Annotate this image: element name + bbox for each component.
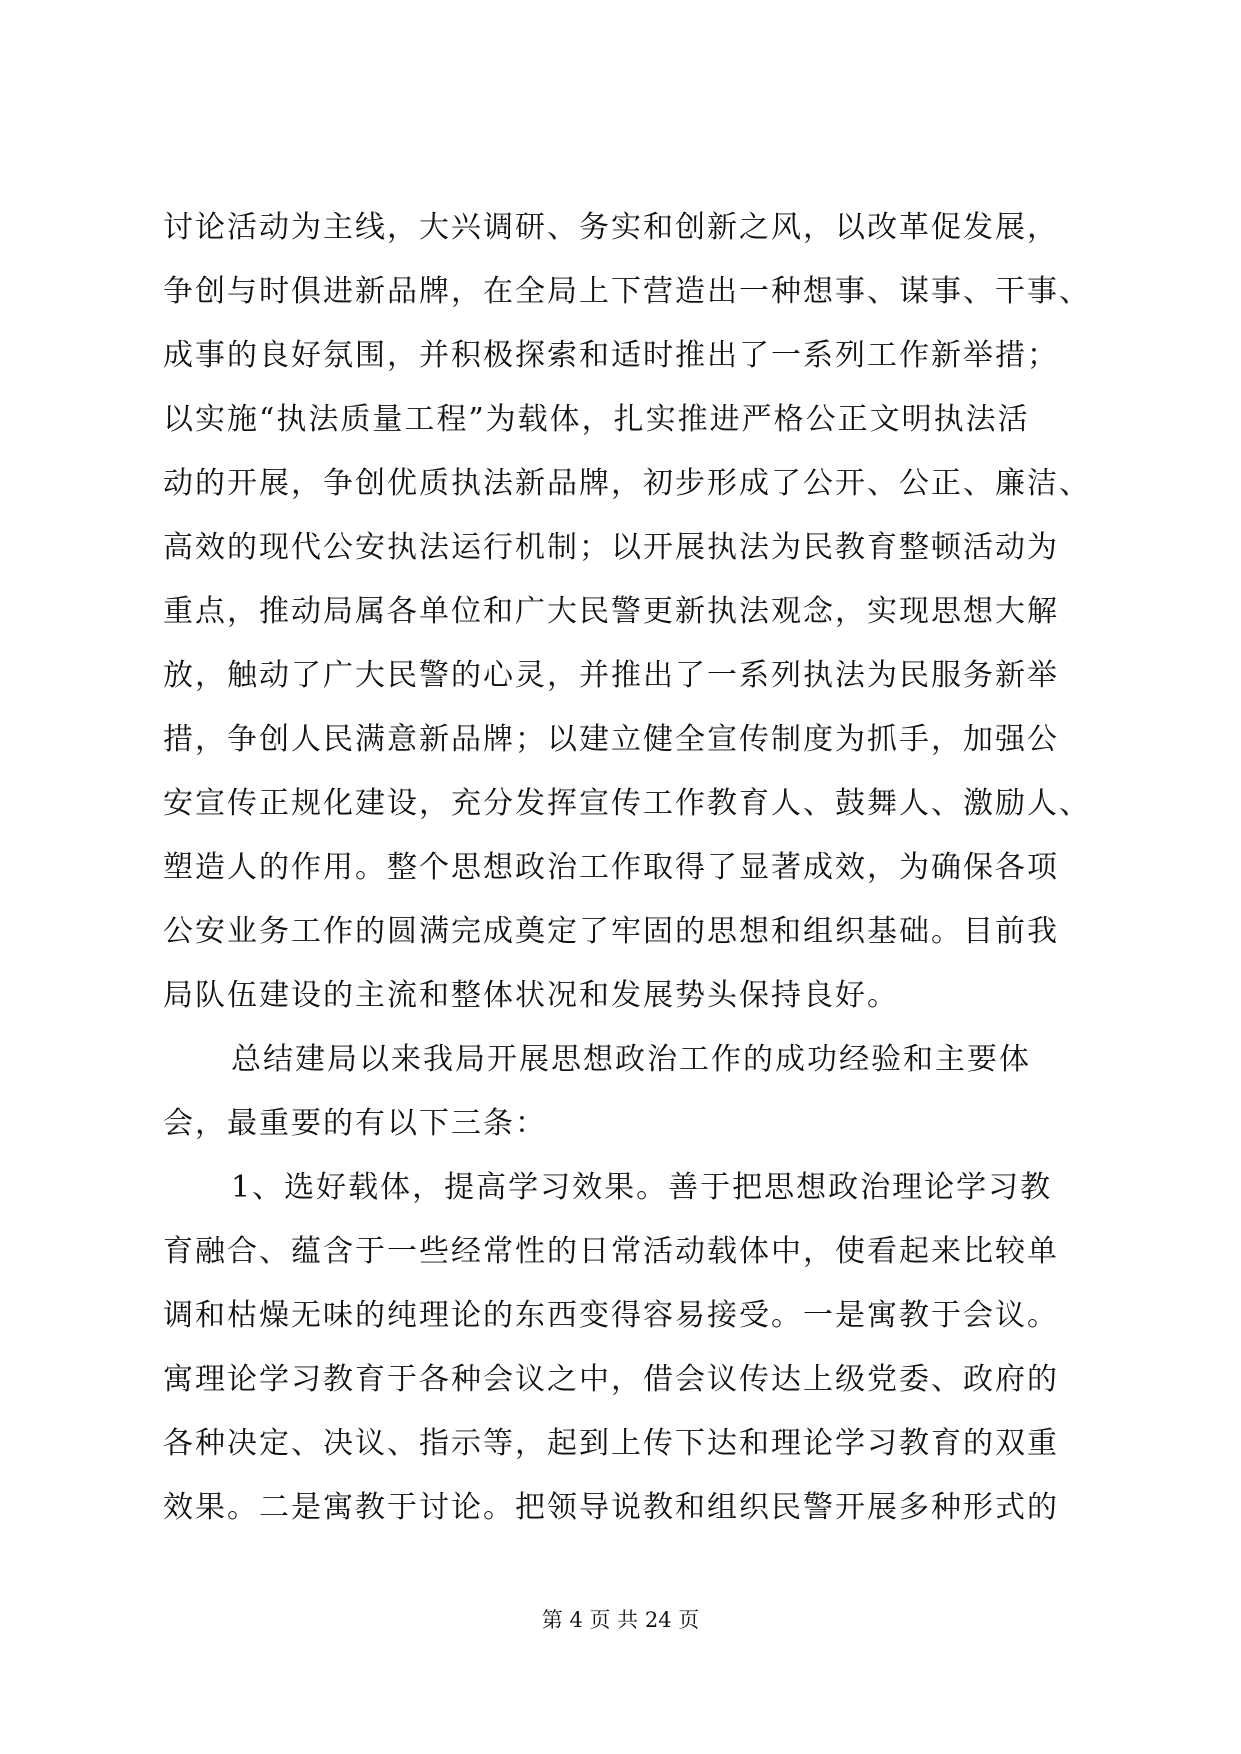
text-line: 以实施“执法质量工程”为载体，扎实推进严格公正文明执法活 xyxy=(163,402,1030,437)
text-line: 安宣传正规化建设，充分发挥宣传工作教育人、鼓舞人、激励人、 xyxy=(163,786,1091,821)
text-line: 高效的现代公安执法运行机制；以开展执法为民教育整顿活动为 xyxy=(163,530,1059,565)
text-line: 动的开展，争创优质执法新品牌，初步形成了公开、公正、廉洁、 xyxy=(163,466,1091,501)
text-line: 成事的良好氛围，并积极探索和适时推出了一系列工作新举措； xyxy=(163,338,1059,373)
text-line: 各种决定、决议、指示等，起到上传下达和理论学习教育的双重 xyxy=(163,1426,1059,1461)
text-line: 局队伍建设的主流和整体状况和发展势头保持良好。 xyxy=(163,978,899,1013)
text-line: 调和枯燥无味的纯理论的东西变得容易接受。一是寓教于会议。 xyxy=(163,1298,1059,1333)
text-line: 效果。二是寓教于讨论。把领导说教和组织民警开展多种形式的 xyxy=(163,1490,1059,1525)
text-line: 育融合、蕴含于一些经常性的日常活动载体中，使看起来比较单 xyxy=(163,1234,1059,1269)
text-line: 寓理论学习教育于各种会议之中，借会议传达上级党委、政府的 xyxy=(163,1362,1059,1397)
body-text xyxy=(163,196,1091,1540)
text-line: 措，争创人民满意新品牌；以建立健全宣传制度为抓手，加强公 xyxy=(163,722,1059,757)
text-line: 放，触动了广大民警的心灵，并推出了一系列执法为民服务新举 xyxy=(163,658,1059,693)
text-line: 公安业务工作的圆满完成奠定了牢固的思想和组织基础。目前我 xyxy=(163,914,1059,949)
text-line: 会，最重要的有以下三条： xyxy=(163,1106,547,1141)
paragraph-start-line: 总结建局以来我局开展思想政治工作的成功经验和主要体 xyxy=(231,1042,1031,1077)
text-line: 重点，推动局属各单位和广大民警更新执法观念，实现思想大解 xyxy=(163,594,1059,629)
page-number-footer: 第 4 页 共 24 页 xyxy=(541,1608,700,1632)
text-line: 争创与时俱进新品牌，在全局上下营造出一种想事、谋事、干事、 xyxy=(163,274,1091,309)
paragraph-start-line: 1、选好载体，提高学习效果。善于把思想政治理论学习教 xyxy=(231,1170,1053,1205)
text-line: 讨论活动为主线，大兴调研、务实和创新之风，以改革促发展， xyxy=(163,210,1059,245)
text-line: 塑造人的作用。整个思想政治工作取得了显著成效，为确保各项 xyxy=(163,850,1059,885)
